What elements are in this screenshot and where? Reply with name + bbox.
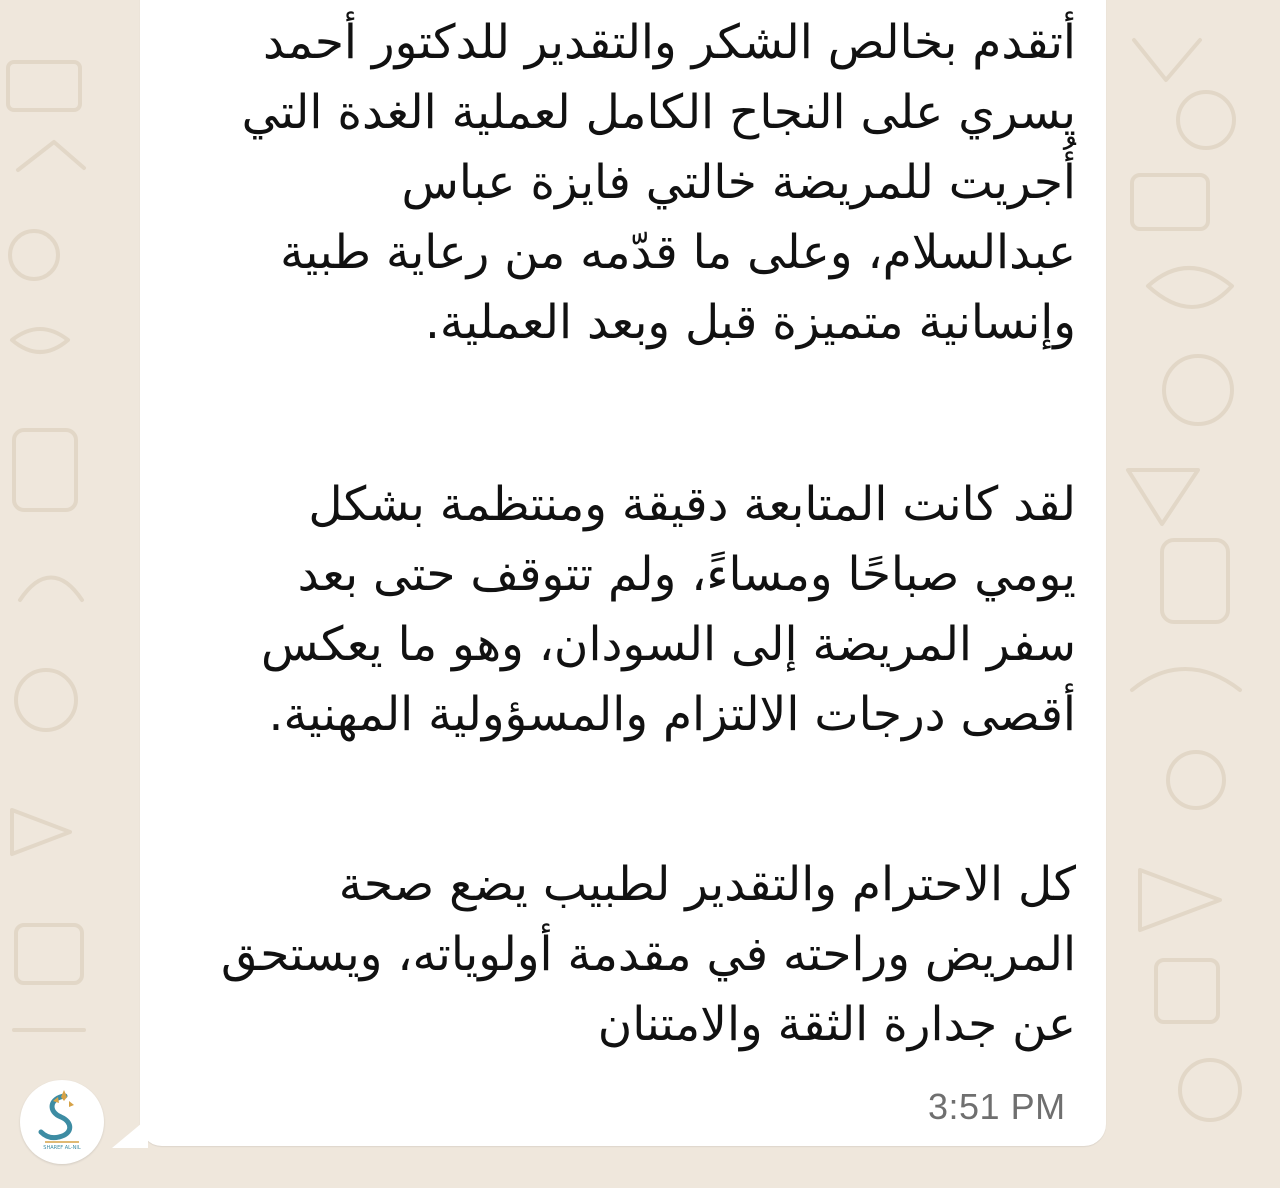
clinic-logo-mark [20,1080,104,1164]
message-line: أتقدم بخالص الشكر والتقدير للدكتور أحمد [263,15,1076,70]
message-line: لقد كانت المتابعة دقيقة ومنتظمة بشكل [308,477,1076,532]
message-line: يسري على النجاح الكامل لعملية الغدة التي [241,85,1076,140]
message-line: سفر المريضة إلى السودان، وهو ما يعكس [261,617,1076,672]
message-line: وإنسانية متميزة قبل وبعد العملية. [424,295,1076,350]
message-line: عن جدارة الثقة والامتنان [597,997,1076,1052]
message-line: كل الاحترام والتقدير لطبيب يضع صحة [338,857,1076,912]
message-line: أقصى درجات الالتزام والمسؤولية المهنية. [268,687,1076,742]
message-line: يومي صباحًا ومساءً، ولم تتوقف حتى بعد [297,547,1076,602]
message-line: أُجريت للمريضة خالتي فايزة عباس [401,155,1076,210]
clinic-logo-text: SHAREF AL-NIL [43,1145,81,1151]
message-bubble-tail [112,1118,148,1148]
message-line: عبدالسلام، وعلى ما قدّمه من رعاية طبية [280,225,1076,280]
message-timestamp: 3:51 PM [928,1086,1066,1127]
message-paragraph-2 [146,470,1076,750]
message-paragraph-1 [146,8,1076,358]
message-line: المريض وراحته في مقدمة أولوياته، ويستحق [221,927,1076,982]
message-paragraph-3 [146,850,1076,1060]
clinic-logo-icon [20,1080,104,1164]
